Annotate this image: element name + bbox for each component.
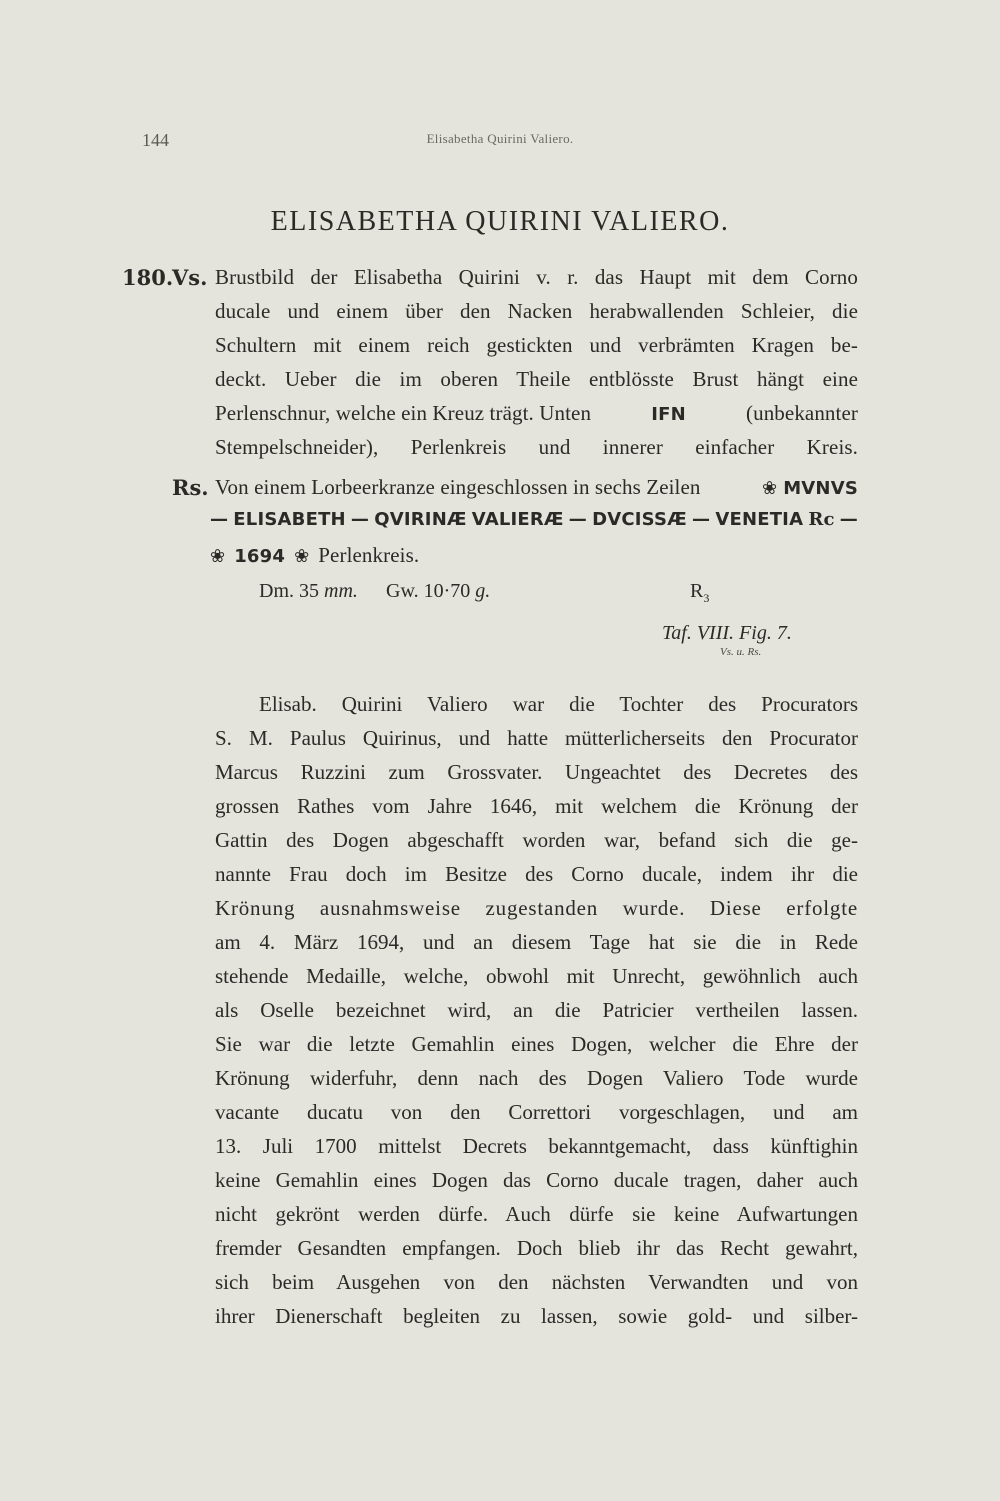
- commentary-line: Krönung widerfuhr, denn nach des Dogen Valiero Tode wurde: [215, 1066, 858, 1090]
- commentary-line: vacante ducatu von den Correttori vorgeschlagen, und am: [215, 1100, 858, 1124]
- commentary-line: nicht gekrönt werden dürfe. Auch dürfe sie keine Aufwartungen: [215, 1202, 858, 1226]
- legend-word: MVNVS: [783, 478, 858, 499]
- legend-ligature: Rc: [808, 509, 835, 530]
- commentary-line: fremder Gesandten empfangen. Doch blieb ihr das Recht gewahrt,: [215, 1236, 858, 1260]
- signature-note: (unbekannter: [746, 401, 858, 425]
- rosette-icon: ❀: [762, 478, 778, 499]
- obverse-line: Brustbild der Elisabetha Quirini v. r. das Haupt mit dem Corno: [215, 265, 858, 289]
- commentary-line: ihrer Dienerschaft begleiten zu lassen, sowie gold- und silber-: [215, 1304, 858, 1328]
- legend-dash: —: [350, 509, 370, 530]
- commentary-line: sich beim Ausgehen von den nächsten Verwandten und von: [215, 1270, 858, 1294]
- obverse-line: ducale und einem über den Nacken herabwallenden Schleier, die: [215, 299, 858, 323]
- rarity-degree: 3: [703, 591, 710, 605]
- commentary-line: Elisab. Quirini Valiero war die Tochter des Procurators: [259, 692, 858, 716]
- reverse-intro: Von einem Lorbeerkranze eingeschlossen in sechs Zeilen: [215, 475, 701, 499]
- commentary-line: S. M. Paulus Quirinus, und hatte mütterlicherseits den Procurator: [215, 726, 858, 750]
- rosette-icon: ❀: [294, 546, 310, 567]
- legend-word: VALIERÆ: [471, 509, 564, 530]
- page-number: 144: [142, 130, 169, 150]
- legend-dash: —: [210, 509, 229, 530]
- running-head: Elisabetha Quirini Valiero.: [426, 131, 574, 146]
- obverse-line: Stempelschneider), Perlenkreis und innerer einfacher Kreis.: [215, 435, 858, 459]
- legend-word: ELISABETH: [233, 509, 346, 530]
- legend-dash: —: [568, 509, 587, 530]
- reverse-end-text: Perlenkreis.: [318, 543, 420, 567]
- commentary-line: am 4. März 1694, und an diesem Tage hat sie die in Rede: [215, 930, 858, 954]
- commentary-line: Sie war die letzte Gemahlin eines Dogen, welcher die Ehre der: [215, 1032, 858, 1056]
- obverse-line: deckt. Ueber die im oberen Theile entblösste Brust hängt eine: [215, 367, 858, 391]
- plate-reference: Taf. VIII. Fig. 7.: [662, 622, 792, 644]
- page-title: ELISABETHA QUIRINI VALIERO.: [270, 206, 730, 237]
- reverse-label: Rs.: [172, 475, 209, 500]
- legend-dash: —: [692, 509, 711, 530]
- weight-unit: g.: [475, 580, 491, 602]
- engraver-signature: IFN: [651, 404, 686, 425]
- diameter: Dm. 35 mm.: [259, 580, 358, 602]
- commentary-line: grossen Rathes vom Jahre 1646, mit welchem die Krönung der: [215, 794, 858, 818]
- obverse-label: Vs.: [172, 265, 208, 290]
- commentary-line: Gattin des Dogen abgeschafft worden war, befand sich die ge-: [215, 828, 858, 852]
- reverse-line: [215, 475, 858, 500]
- commentary-line: nannte Frau doch im Besitze des Corno ducale, indem ihr die: [215, 862, 858, 886]
- weight: Gw. 10·70 g.: [386, 580, 491, 602]
- rosette-icon: ❀: [210, 546, 226, 567]
- legend-line: [210, 509, 858, 530]
- commentary-line: Marcus Ruzzini zum Grossvater. Ungeachtet des Decretes des: [215, 760, 858, 784]
- diameter-unit: mm.: [324, 580, 358, 602]
- legend-dash: —: [839, 509, 858, 530]
- obverse-line: Schultern mit einem reich gestickten und verbrämten Kragen be-: [215, 333, 858, 357]
- commentary-line: Krönung ausnahmsweise zugestanden wurde. Diese erfolgte: [215, 896, 858, 920]
- commentary-line: stehende Medaille, welche, obwohl mit Unrecht, gewöhnlich auch: [215, 964, 858, 988]
- legend-year: 1694: [234, 546, 286, 567]
- legend-word: VENETIA: [715, 509, 804, 530]
- commentary-line: als Oselle bezeichnet wird, an die Patricier vertheilen lassen.: [215, 998, 858, 1022]
- commentary-line: keine Gemahlin eines Dogen das Corno ducale tragen, daher auch: [215, 1168, 858, 1192]
- legend-word: DVCISSÆ: [592, 509, 687, 530]
- legend-word: QVIRINÆ: [374, 509, 467, 530]
- legend-year-line: [210, 543, 858, 568]
- plate-sides: Vs. u. Rs.: [720, 646, 762, 658]
- rarity: $R_3$: [690, 580, 710, 605]
- obverse-line-text: Perlenschnur, welche ein Kreuz trägt. Unten: [215, 401, 592, 425]
- obverse-line-signature: [215, 401, 858, 426]
- entry-number: 180.: [122, 265, 174, 290]
- commentary-line: 13. Juli 1700 mittelst Decrets bekanntgemacht, dass künftighin: [215, 1134, 858, 1158]
